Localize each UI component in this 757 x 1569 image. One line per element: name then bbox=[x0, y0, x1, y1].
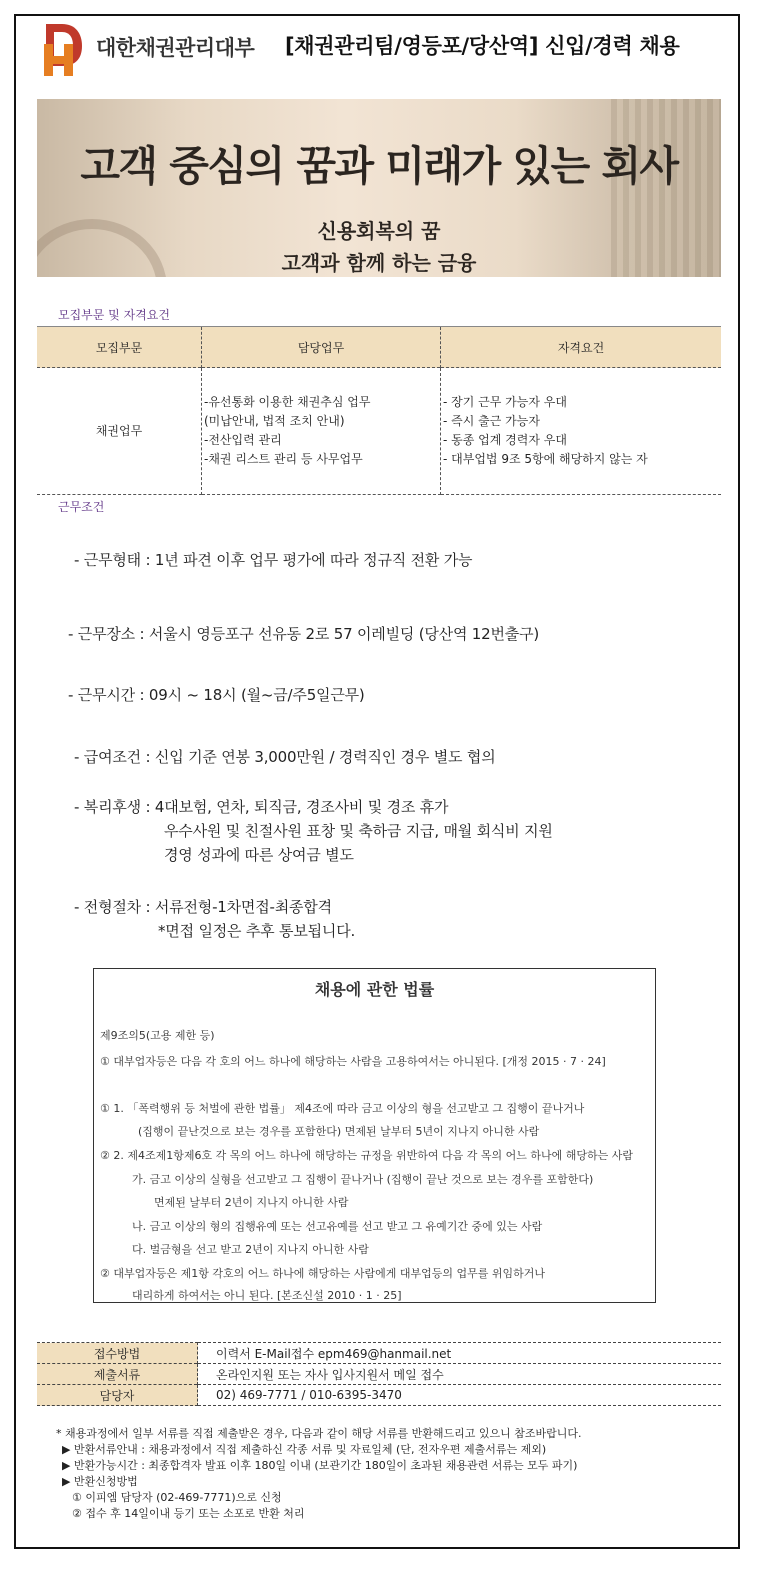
employment-type: - 근무형태 : 1년 파견 이후 업무 평가에 따라 정규직 전환 가능 bbox=[74, 551, 473, 569]
duty-item: -유선통화 이용한 채권추심 업무 bbox=[204, 395, 371, 409]
note-line: * 채용과정에서 일부 서류를 직접 제출받은 경우, 다음과 같이 해당 서류를 반환해드리고 있으니 참조바랍니다. bbox=[56, 1427, 582, 1440]
law-notice bbox=[93, 968, 656, 1303]
qualification-item: - 장기 근무 가능자 우대 bbox=[443, 395, 567, 409]
company-logo bbox=[42, 22, 84, 78]
law-line: ② 대부업자등은 제1항 각호의 어느 하나에 해당하는 사람에게 대부업등의 업무를 위임하거나 bbox=[100, 1267, 545, 1280]
hero-banner bbox=[37, 99, 721, 277]
duty-item: (미납안내, 법적 조치 안내) bbox=[204, 414, 345, 428]
banner-subtitle: 고객과 함께 하는 금융 bbox=[281, 251, 477, 275]
application-info-table bbox=[37, 1342, 721, 1406]
law-line: 제9조의5(고용 제한 등) bbox=[100, 1029, 215, 1042]
column-header: 모집부문 bbox=[37, 327, 202, 368]
info-key: 제출서류 bbox=[37, 1364, 198, 1385]
application-email[interactable]: 이력서 E-Mail접수 epm469@hanmail.net bbox=[198, 1343, 722, 1364]
duty-item: -채권 리스트 관리 등 사무업무 bbox=[204, 452, 363, 466]
contact-phone: 02) 469-7771 / 010-6395-3470 bbox=[198, 1385, 722, 1406]
note-line: ▶ 반환서류안내 : 채용과정에서 직접 제출하신 각종 서류 및 자료일체 (단, 전자우편 제출서류는 제외) bbox=[62, 1443, 547, 1456]
law-line: ① 대부업자등은 다음 각 호의 어느 하나에 해당하는 사람을 고용하여서는 아니된다. [개정 2015 · 7 · 24] bbox=[100, 1055, 606, 1068]
work-location: - 근무장소 : 서울시 영등포구 선유동 2로 57 이레빌딩 (당산역 12번출구) bbox=[68, 625, 540, 643]
requirements-table bbox=[37, 326, 721, 495]
info-value: 온라인지원 또는 자사 입사지원서 메일 접수 bbox=[198, 1364, 722, 1385]
law-title: 채용에 관한 법률 bbox=[314, 980, 435, 999]
note-line: ② 접수 후 14일이내 등기 또는 소포로 반환 처리 bbox=[72, 1507, 305, 1520]
benefits: 우수사원 및 친절사원 표창 및 축하금 지급, 매월 회식비 지원 bbox=[164, 822, 553, 840]
law-line: (집행이 끝난것으로 보는 경우를 포함한다) 면제된 날부터 5년이 지나지 아니한 사람 bbox=[138, 1125, 540, 1138]
division-cell: 채권업무 bbox=[37, 368, 202, 495]
job-headline: [채권관리팀/영등포/당산역] 신입/경력 채용 bbox=[285, 34, 680, 58]
table-row bbox=[37, 1364, 721, 1385]
interview-note: *면접 일정은 추후 통보됩니다. bbox=[158, 922, 356, 940]
qualifications-cell bbox=[441, 368, 722, 495]
qualification-item: - 동종 업계 경력자 우대 bbox=[443, 433, 567, 447]
law-line: ② 2. 제4조제1항제6호 각 목의 어느 하나에 해당하는 규정을 위반하여 다음 각 목의 어느 하나에 해당하는 사람 bbox=[100, 1149, 633, 1162]
note-line: ▶ 반환가능시간 : 최종합격자 발표 이후 180일 이내 (보관기간 180일이 초과된 채용관련 서류는 모두 파기) bbox=[62, 1459, 578, 1472]
duty-item: -전산입력 관리 bbox=[204, 433, 282, 447]
law-line: 가. 금고 이상의 실형을 선고받고 그 집행이 끝나거나 (집행이 끝난 것으로 보는 경우를 포함한다) bbox=[132, 1173, 594, 1186]
info-key: 담당자 bbox=[37, 1385, 198, 1406]
section-label-requirements: 모집부문 및 자격요건 bbox=[58, 308, 170, 322]
table-row bbox=[37, 1343, 721, 1364]
column-header: 자격요건 bbox=[441, 327, 722, 368]
salary: - 급여조건 : 신입 기준 연봉 3,000만원 / 경력직인 경우 별도 협의 bbox=[74, 748, 496, 766]
note-line: ① 이피엠 담당자 (02-469-7771)으로 신청 bbox=[72, 1491, 282, 1504]
note-line: ▶ 반환신청방법 bbox=[62, 1475, 138, 1488]
law-line: 다. 벌금형을 선고 받고 2년이 지나지 아니한 사람 bbox=[132, 1243, 369, 1256]
duties-cell bbox=[202, 368, 441, 495]
benefits: - 복리후생 : 4대보험, 연차, 퇴직금, 경조사비 및 경조 휴가 bbox=[74, 798, 449, 816]
qualification-item: - 즉시 출근 가능자 bbox=[443, 414, 540, 428]
company-name: 대한채권관리대부 bbox=[96, 36, 255, 60]
banner-subtitle: 신용회복의 꿈 bbox=[317, 219, 441, 243]
law-line: ① 1. 「폭력행위 등 처벌에 관한 법률」 제4조에 따라 금고 이상의 형을 선고받고 그 집행이 끝나거나 bbox=[100, 1102, 585, 1115]
column-header: 담당업무 bbox=[202, 327, 441, 368]
selection-process: - 전형절차 : 서류전형-1차면접-최종합격 bbox=[74, 898, 332, 916]
law-line: 면제된 날부터 2년이 지나지 아니한 사람 bbox=[154, 1196, 349, 1209]
benefits: 경영 성과에 따른 상여금 별도 bbox=[164, 846, 354, 864]
banner-title: 고객 중심의 꿈과 미래가 있는 회사 bbox=[80, 142, 678, 190]
work-hours: - 근무시간 : 09시 ~ 18시 (월~금/주5일근무) bbox=[68, 686, 365, 704]
qualification-item: - 대부업법 9조 5항에 해당하지 않는 자 bbox=[443, 452, 648, 466]
section-label-conditions: 근무조건 bbox=[58, 500, 105, 514]
table-row bbox=[37, 1385, 721, 1406]
law-line: 나. 금고 이상의 형의 집행유예 또는 선고유예를 선고 받고 그 유예기간 중에 있는 사람 bbox=[132, 1220, 543, 1233]
info-key: 접수방법 bbox=[37, 1343, 198, 1364]
law-line: 대리하게 하여서는 아니 된다. [본조신설 2010 · 1 · 25] bbox=[132, 1289, 402, 1302]
